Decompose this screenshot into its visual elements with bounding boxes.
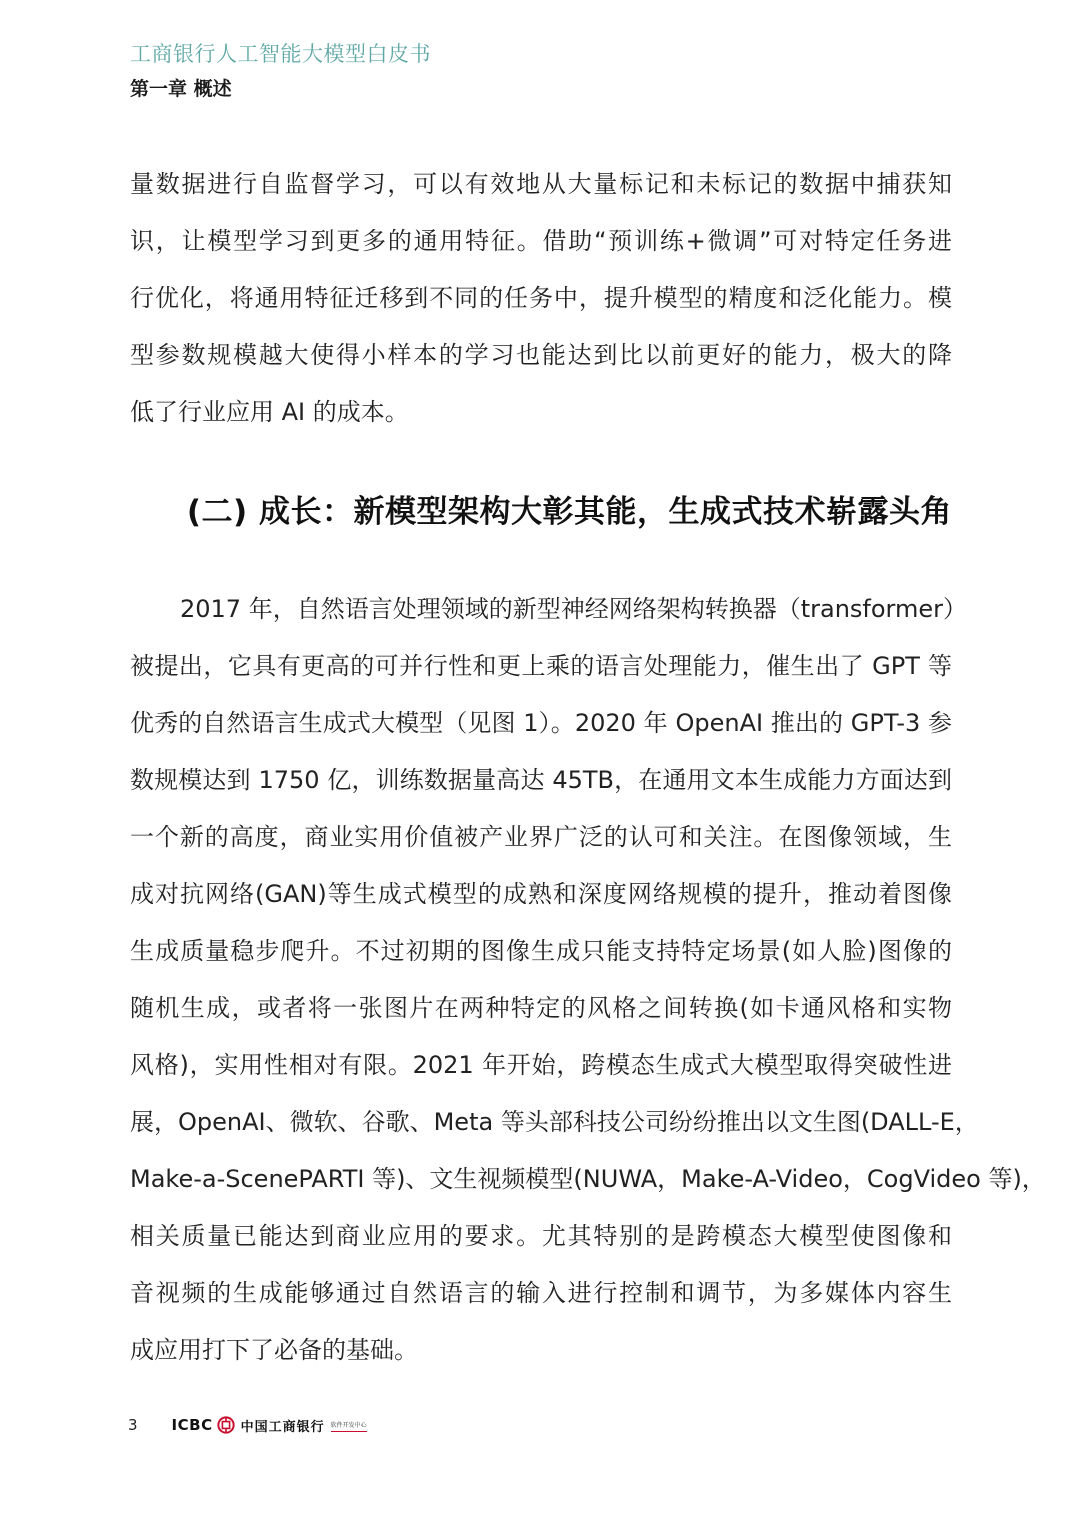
paragraph-line: 量数据进行自监督学习，可以有效地从大量标记和未标记的数据中捕获知: [130, 170, 952, 198]
department-name: 软件开发中心: [331, 1420, 367, 1432]
paragraph-line: 被提出，它具有更高的可并行性和更上乘的语言处理能力，催生出了 GPT 等: [130, 652, 952, 680]
paragraph-line: 风格)，实用性相对有限。2021 年开始，跨模态生成式大模型取得突破性进: [130, 1051, 952, 1079]
paragraph-line: 2017 年，自然语言处理领域的新型神经网络架构转换器（transformer）: [180, 595, 967, 623]
paragraph-continued: [130, 156, 952, 441]
chapter-title: 第一章 概述: [130, 78, 232, 100]
icbc-emblem-icon: [217, 1416, 235, 1434]
paragraph-line: 优秀的自然语言生成式大模型（见图 1）。2020 年 OpenAI 推出的 GPT-3 参: [130, 709, 952, 737]
paragraph-line: 成应用打下了必备的基础。: [130, 1336, 418, 1364]
icbc-logo: [172, 1416, 367, 1435]
page-footer: [128, 1412, 367, 1438]
document-title: 工商银行人工智能大模型白皮书: [130, 42, 431, 66]
paragraph-line: 型参数规模越大使得小样本的学习也能达到比以前更好的能力，极大的降: [130, 341, 952, 369]
paragraph-line: 音视频的生成能够通过自然语言的输入进行控制和调节，为多媒体内容生: [130, 1279, 952, 1307]
bank-name: 中国工商银行: [240, 1419, 325, 1435]
paragraph-line: 数规模达到 1750 亿，训练数据量高达 45TB，在通用文本生成能力方面达到: [130, 766, 952, 794]
paragraph-body: [130, 581, 1046, 1379]
paragraph-line: 相关质量已能达到商业应用的要求。尤其特别的是跨模态大模型使图像和: [130, 1222, 952, 1250]
paragraph-line: 展，OpenAI、微软、谷歌、Meta 等头部科技公司纷纷推出以文生图(DALL-E，: [130, 1108, 979, 1136]
paragraph-line: 低了行业应用 AI 的成本。: [130, 398, 409, 426]
paragraph-line: 行优化，将通用特征迁移到不同的任务中，提升模型的精度和泛化能力。模: [130, 284, 952, 312]
paragraph-line: 一个新的高度，商业实用价值被产业界广泛的认可和关注。在图像领域，生: [130, 823, 952, 851]
section-heading: (二) 成长：新模型架构大彰其能，生成式技术崭露头角: [186, 494, 952, 530]
page-number: 3: [128, 1416, 138, 1434]
paragraph-line: 成对抗网络(GAN)等生成式模型的成熟和深度网络规模的提升，推动着图像: [130, 880, 952, 908]
paragraph-line: Make-a-ScenePARTI 等)、文生视频模型(NUWA，Make-A-Video，CogVideo 等)，: [130, 1165, 1046, 1193]
paragraph-line: 识，让模型学习到更多的通用特征。借助“预训练+微调”可对特定任务进: [130, 227, 952, 255]
icbc-wordmark: ICBC: [171, 1416, 213, 1434]
paragraph-line: 随机生成，或者将一张图片在两种特定的风格之间转换(如卡通风格和实物: [130, 994, 952, 1022]
paragraph-line: 生成质量稳步爬升。不过初期的图像生成只能支持特定场景(如人脸)图像的: [130, 937, 952, 965]
